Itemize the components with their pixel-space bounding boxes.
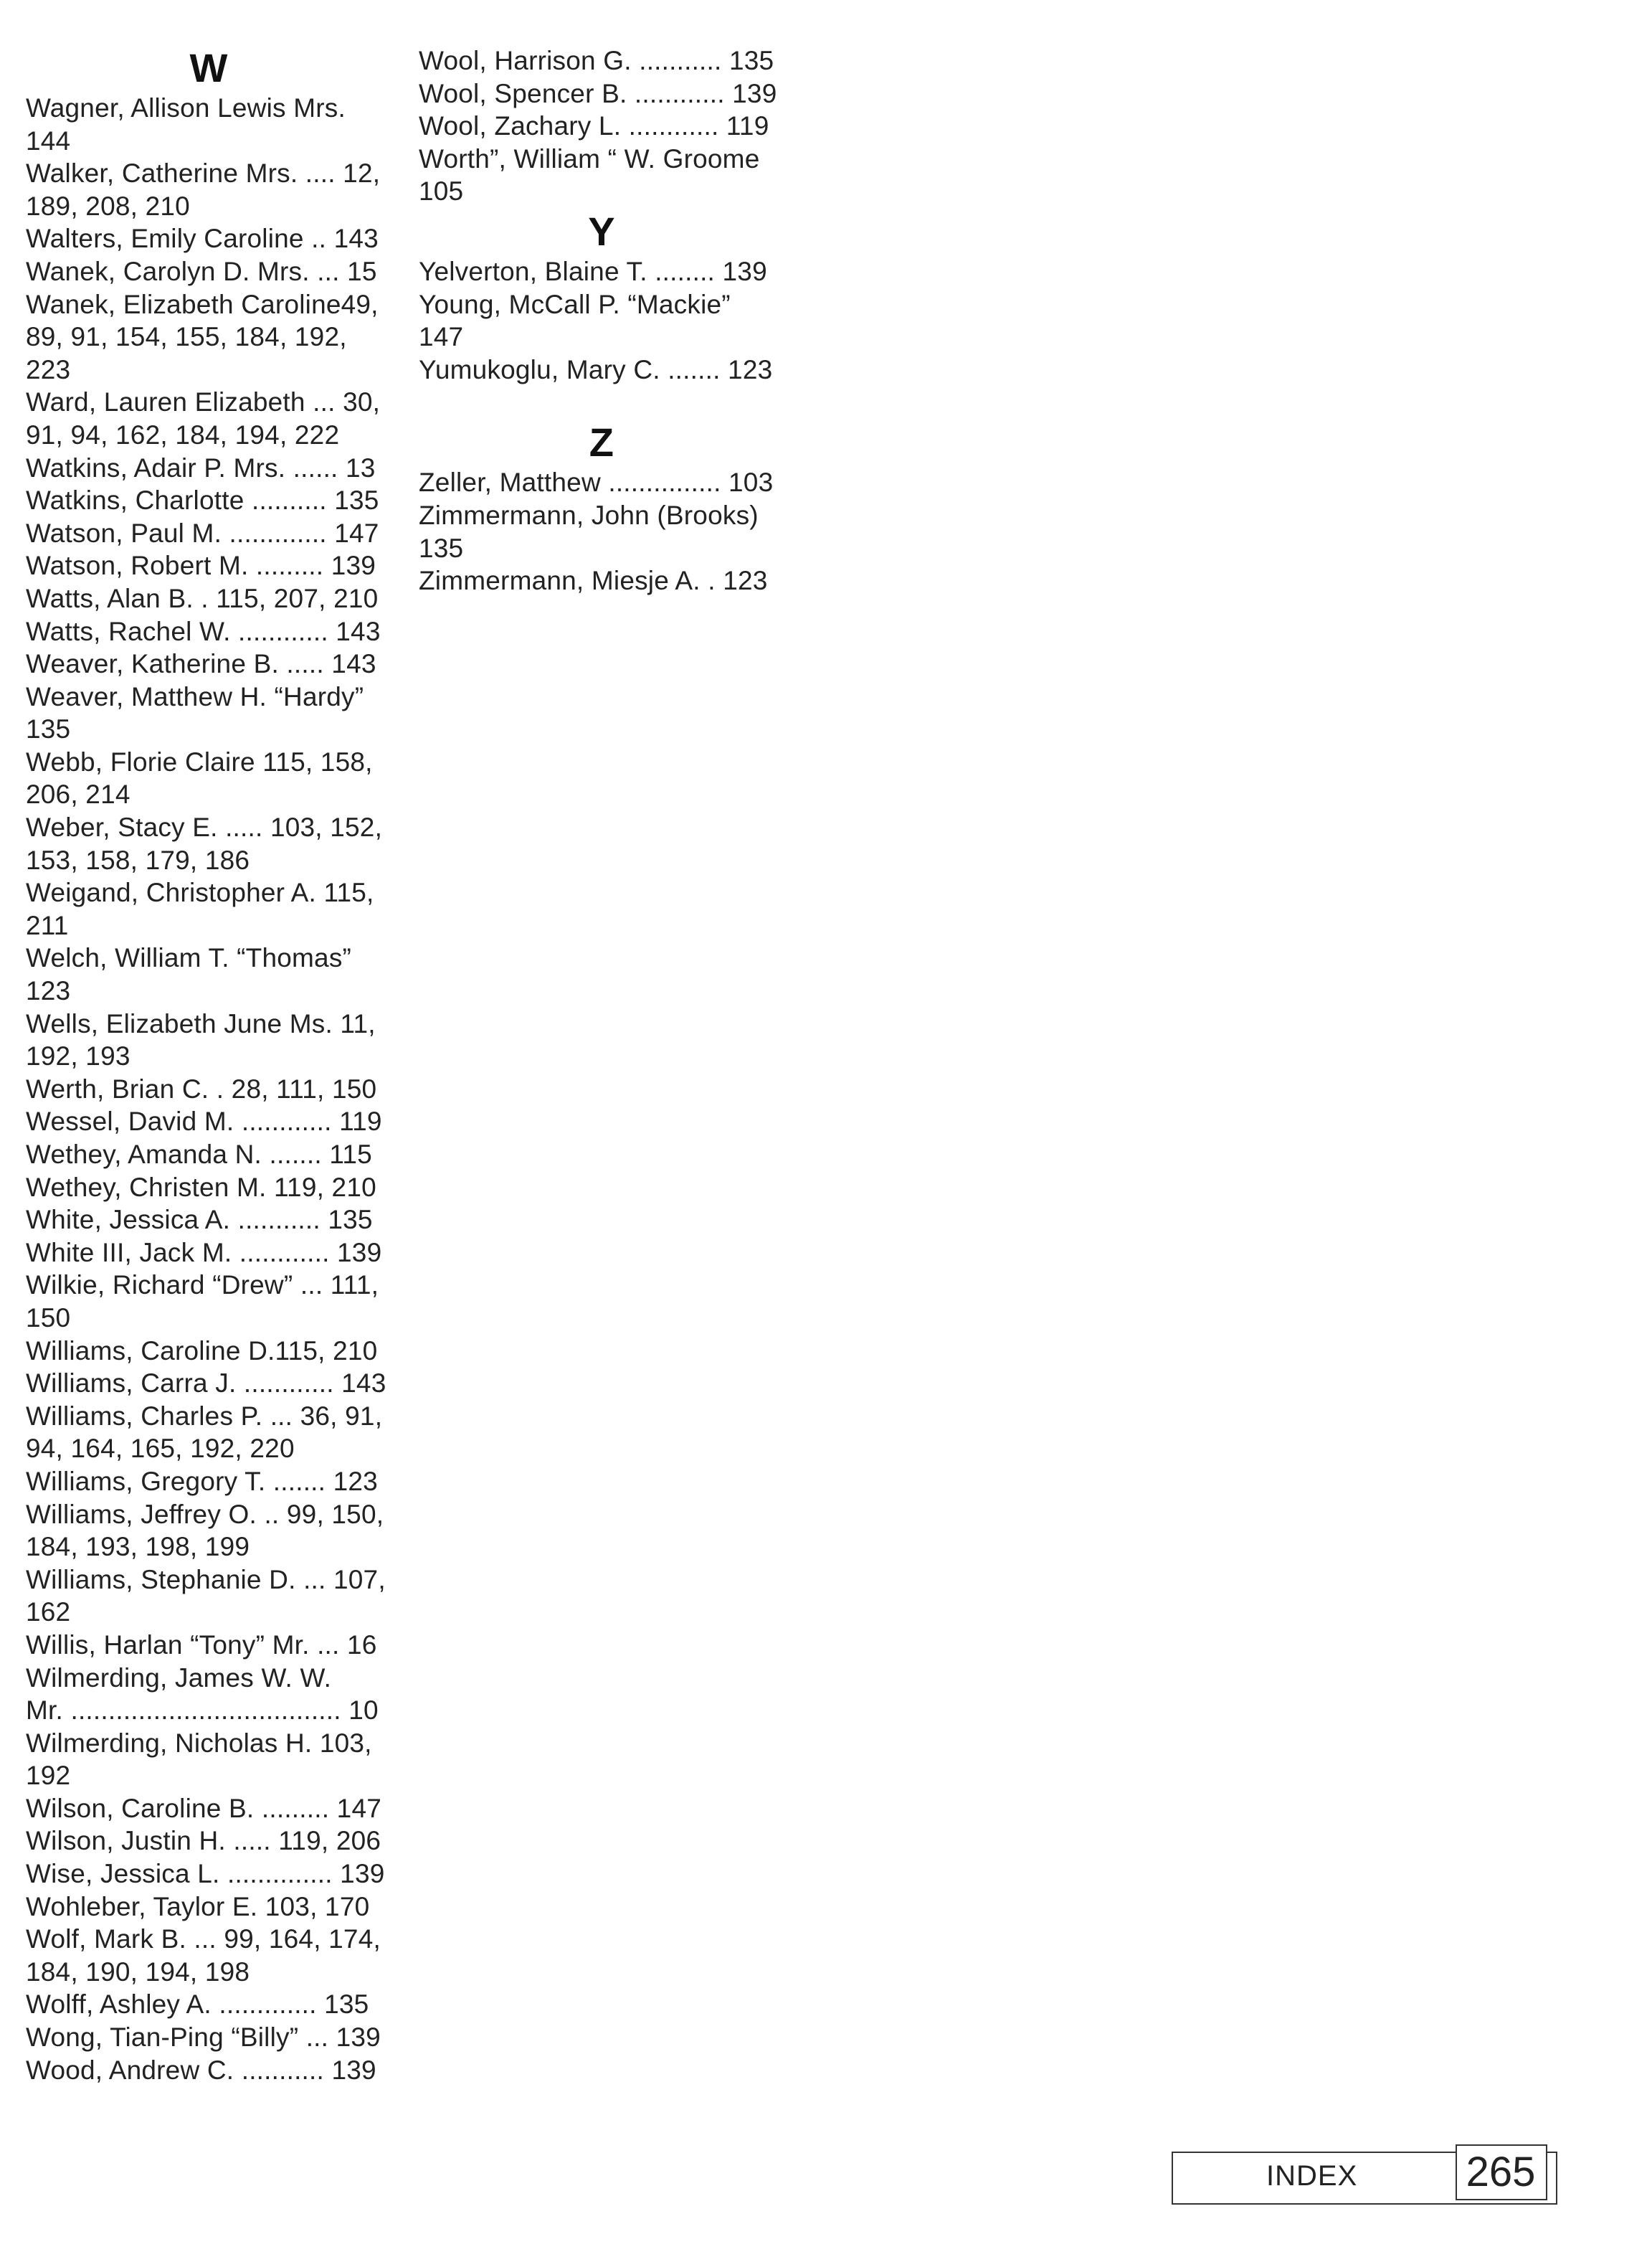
index-entry-line: Wool, Zachary L. ............ 119 (419, 111, 769, 141)
index-entry-line: 162 (26, 1597, 71, 1627)
index-entry-line: Yumukoglu, Mary C. ....... 123 (419, 354, 773, 384)
index-entry-line: Watkins, Adair P. Mrs. ...... 13 (26, 453, 376, 483)
index-entry-line: 211 (26, 910, 69, 940)
index-entry-line: 206, 214 (26, 780, 130, 810)
index-entry-line: Wood, Andrew C. ........... 139 (26, 2055, 376, 2085)
index-entry-line: 123 (26, 976, 71, 1006)
index-entry-line: Wise, Jessica L. .............. 139 (26, 1859, 385, 1889)
index-entry-line: Watts, Alan B. . 115, 207, 210 (26, 583, 379, 613)
index-entry-line: Young, McCall P. “Mackie” (419, 289, 731, 319)
index-entry-line: Mr. .................................... 10 (26, 1695, 379, 1726)
index-entry-line: Wethey, Amanda N. ....... 115 (26, 1140, 372, 1169)
right-column (419, 44, 784, 597)
index-entry-line: Zimmermann, Miesje A. . 123 (419, 566, 768, 596)
index-entry-line: Wanek, Carolyn D. Mrs. ... 15 (26, 256, 377, 286)
section-gap (419, 386, 784, 419)
index-entry-line: 144 (26, 126, 71, 156)
index-entry-line: 94, 164, 165, 192, 220 (26, 1434, 295, 1464)
index-entry-line: Wolff, Ashley A. ............. 135 (26, 1989, 369, 2020)
index-entry-line: Wilmerding, Nicholas H. 103, (26, 1728, 372, 1758)
index-entry-line: Wilson, Justin H. ..... 119, 206 (26, 1826, 381, 1856)
index-entry-line: Wolf, Mark B. ... 99, 164, 174, (26, 1924, 381, 1954)
index-entry-line: White III, Jack M. ............ 139 (26, 1237, 382, 1267)
index-entry-line: Wessel, David M. ............ 119 (26, 1107, 382, 1137)
index-entry-line: Wong, Tian-Ping “Billy” ... 139 (26, 2022, 381, 2053)
index-entry-line: 192 (26, 1761, 71, 1791)
z-entries (419, 466, 784, 597)
index-entry-line: Welch, William T. “Thomas” (26, 943, 352, 973)
index-entry-line: Ward, Lauren Elizabeth ... 30, (26, 387, 381, 417)
w-entries (26, 92, 391, 2086)
index-entry-line: 223 (26, 354, 71, 384)
index-entry-line: White, Jessica A. ........... 135 (26, 1205, 373, 1235)
index-entry-line: Werth, Brian C. . 28, 111, 150 (26, 1074, 377, 1104)
page-footer (1172, 2144, 1559, 2206)
y-entries (419, 255, 784, 386)
index-entry-line: Williams, Stephanie D. ... 107, (26, 1564, 386, 1594)
index-entry-line: 184, 193, 198, 199 (26, 1532, 250, 1562)
index-entry-line: 135 (419, 533, 464, 563)
index-entry-line: Wool, Spencer B. ............ 139 (419, 78, 777, 108)
left-column (26, 44, 391, 2086)
index-entry-line: Wilkie, Richard “Drew” ... 111, (26, 1270, 379, 1300)
index-entry-line: 192, 193 (26, 1041, 130, 1071)
index-entry-line: Williams, Jeffrey O. .. 99, 150, (26, 1499, 384, 1529)
index-entry-line: Zeller, Matthew ............... 103 (419, 468, 774, 498)
index-entry-line: Weigand, Christopher A. 115, (26, 878, 374, 908)
index-entry-line: Williams, Caroline D.115, 210 (26, 1335, 378, 1366)
index-entry-line: 91, 94, 162, 184, 194, 222 (26, 420, 340, 450)
index-entry-line: Walters, Emily Caroline .. 143 (26, 224, 379, 254)
index-entry-line: Wohleber, Taylor E. 103, 170 (26, 1891, 370, 1921)
index-entry-line: Williams, Carra J. ............ 143 (26, 1368, 386, 1399)
index-entry-line: Wagner, Allison Lewis Mrs. (26, 93, 346, 123)
index-entry-line: Watson, Robert M. ......... 139 (26, 551, 376, 581)
index-entry-line: 135 (26, 714, 71, 744)
index-entry-line: Wilmerding, James W. W. (26, 1662, 332, 1693)
index-entry-line: Watts, Rachel W. ............ 143 (26, 616, 381, 646)
index-entry-line: 150 (26, 1302, 71, 1333)
index-entry-line: 189, 208, 210 (26, 191, 190, 221)
section-letter-w: W (189, 45, 228, 90)
index-entry-line: 105 (419, 176, 464, 207)
index-entry-line: Wool, Harrison G. ........... 135 (419, 46, 774, 75)
index-entry-line: Yelverton, Blaine T. ........ 139 (419, 256, 767, 286)
index-entry-line: Willis, Harlan “Tony” Mr. ... 16 (26, 1629, 377, 1660)
index-entry-line: Wilson, Caroline B. ......... 147 (26, 1793, 382, 1823)
index-entry-line: 184, 190, 194, 198 (26, 1956, 250, 1987)
index-entry-line: Webb, Florie Claire 115, 158, (26, 747, 373, 777)
index-entry-line: Weaver, Katherine B. ..... 143 (26, 649, 376, 679)
index-entry-line: Wanek, Elizabeth Caroline49, (26, 289, 379, 319)
footer-label: INDEX (1266, 2160, 1358, 2192)
page-number: 265 (1466, 2149, 1536, 2195)
section-letter-z: Z (589, 420, 614, 465)
index-entry-line: Weber, Stacy E. ..... 103, 152, (26, 813, 383, 843)
index-entry-line: 89, 91, 154, 155, 184, 192, (26, 322, 347, 352)
index-entry-line: Williams, Gregory T. ....... 123 (26, 1466, 378, 1496)
index-entry-line: Wells, Elizabeth June Ms. 11, (26, 1008, 376, 1038)
index-entry-line: Worth”, William “ W. Groome (419, 143, 760, 174)
index-entry-line: Williams, Charles P. ... 36, 91, (26, 1401, 383, 1431)
index-entry-line: 147 (419, 322, 464, 352)
index-entry-line: Watson, Paul M. ............. 147 (26, 518, 379, 548)
w-entries-continued (419, 44, 784, 208)
index-entry-line: Wethey, Christen M. 119, 210 (26, 1172, 376, 1202)
index-entry-line: Weaver, Matthew H. “Hardy” (26, 681, 364, 711)
index-entry-line: Zimmermann, John (Brooks) (419, 500, 759, 530)
index-entry-line: Walker, Catherine Mrs. .... 12, (26, 158, 381, 189)
index-entry-line: 153, 158, 179, 186 (26, 845, 250, 875)
section-letter-y: Y (588, 208, 615, 254)
index-entry-line: Watkins, Charlotte .......... 135 (26, 486, 379, 516)
